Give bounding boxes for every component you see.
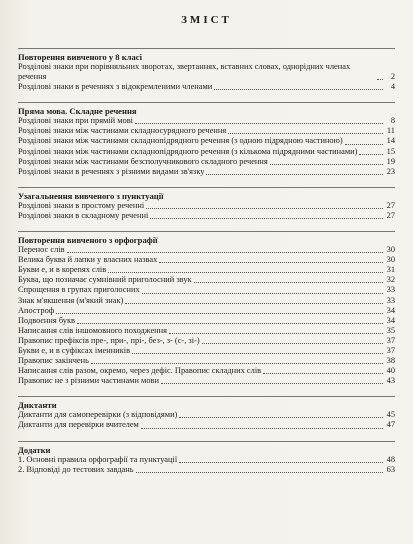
dot-leader — [169, 332, 383, 334]
section-heading: Повторення вивченого у 8 класі — [18, 48, 395, 62]
toc-entry — [18, 136, 395, 146]
entry-page-number: 34 — [386, 315, 395, 325]
toc-entry — [18, 306, 395, 316]
entry-page-number: 23 — [386, 166, 395, 176]
entry-page-number: 33 — [386, 295, 395, 305]
toc-entry — [18, 157, 395, 167]
section-heading: Повторення вивченого з орфографії — [18, 231, 395, 245]
toc-entry — [18, 62, 395, 82]
toc-section — [18, 48, 395, 92]
toc-entry — [18, 366, 395, 376]
toc-entry — [18, 316, 395, 326]
entry-page-number: 19 — [386, 156, 395, 166]
toc-entry — [18, 275, 395, 285]
entry-title: Велика буква й лапки у власних назвах — [18, 255, 158, 265]
dot-leader — [136, 471, 383, 473]
entry-page-number: 37 — [386, 345, 395, 355]
entry-page-number: 32 — [386, 275, 395, 285]
toc-entry — [18, 376, 395, 386]
entry-title: Апостроф — [18, 305, 55, 315]
toc-section — [18, 396, 395, 430]
toc-entry — [18, 167, 395, 177]
entry-title: 2. Відповіді до тестових завдань — [18, 464, 134, 474]
dot-leader — [206, 173, 383, 175]
entry-page-number: 33 — [386, 285, 395, 295]
toc-entry — [18, 147, 395, 157]
dot-leader — [67, 251, 383, 253]
entry-page-number: 2 — [390, 72, 395, 82]
entry-page-number: 11 — [386, 126, 395, 136]
entry-title: Знак м'якшення (м'який знак) — [18, 295, 124, 305]
toc-section — [18, 231, 395, 386]
entry-title: Спрощення в групах приголосних — [18, 285, 140, 295]
entry-page-number: 40 — [386, 366, 395, 376]
toc-entry — [18, 126, 395, 136]
dot-leader — [91, 362, 383, 364]
dot-leader — [150, 217, 383, 219]
toc-entry — [18, 455, 395, 465]
dot-leader — [345, 143, 383, 145]
entry-page-number: 31 — [386, 265, 395, 275]
entry-page-number: 15 — [386, 146, 395, 156]
entry-title: 1. Основні правила орфографії та пунктуації — [18, 454, 178, 464]
dot-leader — [179, 461, 383, 463]
entry-title: Розділові знаки між частинами безсполучникового складного речення — [18, 156, 268, 166]
entry-title: Розділові знаки в складному реченні — [18, 210, 149, 220]
entry-page-number: 38 — [386, 356, 395, 366]
entry-page-number: 4 — [390, 82, 395, 92]
toc-section — [18, 441, 395, 475]
entry-title: Розділові знаки в реченнях з відокремленими членами — [18, 82, 213, 92]
entry-title: Перенос слів — [18, 245, 65, 255]
entry-title: Розділові знаки між частинами складнопідрядного речення (з одною підрядною частиною) — [18, 136, 343, 146]
entry-page-number: 48 — [386, 454, 395, 464]
toc-entry — [18, 465, 395, 475]
dot-leader — [214, 88, 383, 90]
toc-entry — [18, 255, 395, 265]
entry-title: Подвоєння букв — [18, 315, 75, 325]
toc-entry — [18, 356, 395, 366]
entry-page-number: 35 — [386, 325, 395, 335]
entry-page-number: 63 — [386, 464, 395, 474]
dot-leader — [179, 416, 383, 418]
toc-entry — [18, 410, 395, 420]
entry-title: Написання слів іншомовного походження — [18, 325, 167, 335]
toc-entry — [18, 336, 395, 346]
dot-leader — [146, 207, 383, 209]
dot-leader — [108, 271, 383, 273]
toc-entry — [18, 211, 395, 221]
dot-leader — [77, 322, 383, 324]
dot-leader — [377, 78, 383, 80]
entry-page-number: 27 — [386, 200, 395, 210]
entry-title: Розділові знаки між частинами складнопідрядного речення (з кількома підрядними частинами) — [18, 146, 358, 156]
dot-leader — [141, 427, 383, 429]
entry-title: Диктанти для самоперевірки (з відповідями) — [18, 410, 178, 420]
dot-leader — [263, 372, 383, 374]
section-heading: Диктанти — [18, 396, 395, 410]
dot-leader — [56, 312, 383, 314]
dot-leader — [359, 153, 383, 155]
entry-page-number: 43 — [386, 376, 395, 386]
toc-entry — [18, 296, 395, 306]
table-of-contents — [18, 48, 395, 475]
entry-page-number: 30 — [386, 255, 395, 265]
entry-page-number: 27 — [386, 210, 395, 220]
entry-title: Правопис префіксів пре-, при-, прі-, без-, з- (с-, зі-) — [18, 335, 200, 345]
entry-title: Написання слів разом, окремо, через дефіс. Правопис складних слів — [18, 366, 262, 376]
toc-entry — [18, 285, 395, 295]
entry-title: Букви е, и в корenях слів — [18, 265, 107, 275]
entry-page-number: 14 — [386, 136, 395, 146]
entry-page-number: 47 — [386, 420, 395, 430]
entry-title: Розділові знаки при порівняльних зворотах, звертаннях, вставних словах, однорідних членах речення — [18, 62, 351, 82]
entry-title: Розділові знаки в реченнях з різними видами зв'язку — [18, 166, 205, 176]
entry-page-number: 37 — [386, 335, 395, 345]
page-title: ЗМІСТ — [181, 14, 232, 26]
dot-leader — [159, 261, 383, 263]
dot-leader — [135, 122, 383, 124]
dot-leader — [194, 281, 383, 283]
entry-title: Правопис не з різними частинами мови — [18, 376, 159, 386]
entry-title: Розділові знаки при прямій мові — [18, 116, 134, 126]
entry-title: Диктанти для перевірки вчителем — [18, 420, 139, 430]
toc-entry — [18, 201, 395, 211]
toc-section — [18, 102, 395, 177]
section-heading: Узагальнення вивченого з пунктуації — [18, 187, 395, 201]
entry-page-number: 45 — [386, 410, 395, 420]
toc-entry — [18, 420, 395, 430]
entry-title: Розділові знаки між частинами складносурядного речення — [18, 126, 227, 136]
entry-page-number: 8 — [390, 116, 395, 126]
dot-leader — [125, 302, 383, 304]
toc-entry — [18, 116, 395, 126]
dot-leader — [132, 352, 383, 354]
entry-page-number: 34 — [386, 305, 395, 315]
entry-title: Букви е, и в суфіксах іменників — [18, 345, 131, 355]
toc-entry — [18, 346, 395, 356]
entry-title: Буква, що позначає сумнівний приголосний звук — [18, 275, 192, 285]
section-heading: Додатки — [18, 441, 395, 455]
toc-section — [18, 187, 395, 221]
dot-leader — [202, 342, 383, 344]
dot-leader — [142, 292, 383, 294]
dot-leader — [270, 163, 383, 165]
entry-title: Розділові знаки в простому реченні — [18, 200, 145, 210]
dot-leader — [161, 382, 383, 384]
toc-entry — [18, 265, 395, 275]
toc-entry — [18, 245, 395, 255]
entry-page-number: 30 — [386, 245, 395, 255]
entry-title: Правопис закінчень — [18, 356, 89, 366]
dot-leader — [228, 132, 383, 134]
toc-entry — [18, 82, 395, 92]
section-heading: Пряма мова. Складне речення — [18, 102, 395, 116]
toc-entry — [18, 326, 395, 336]
